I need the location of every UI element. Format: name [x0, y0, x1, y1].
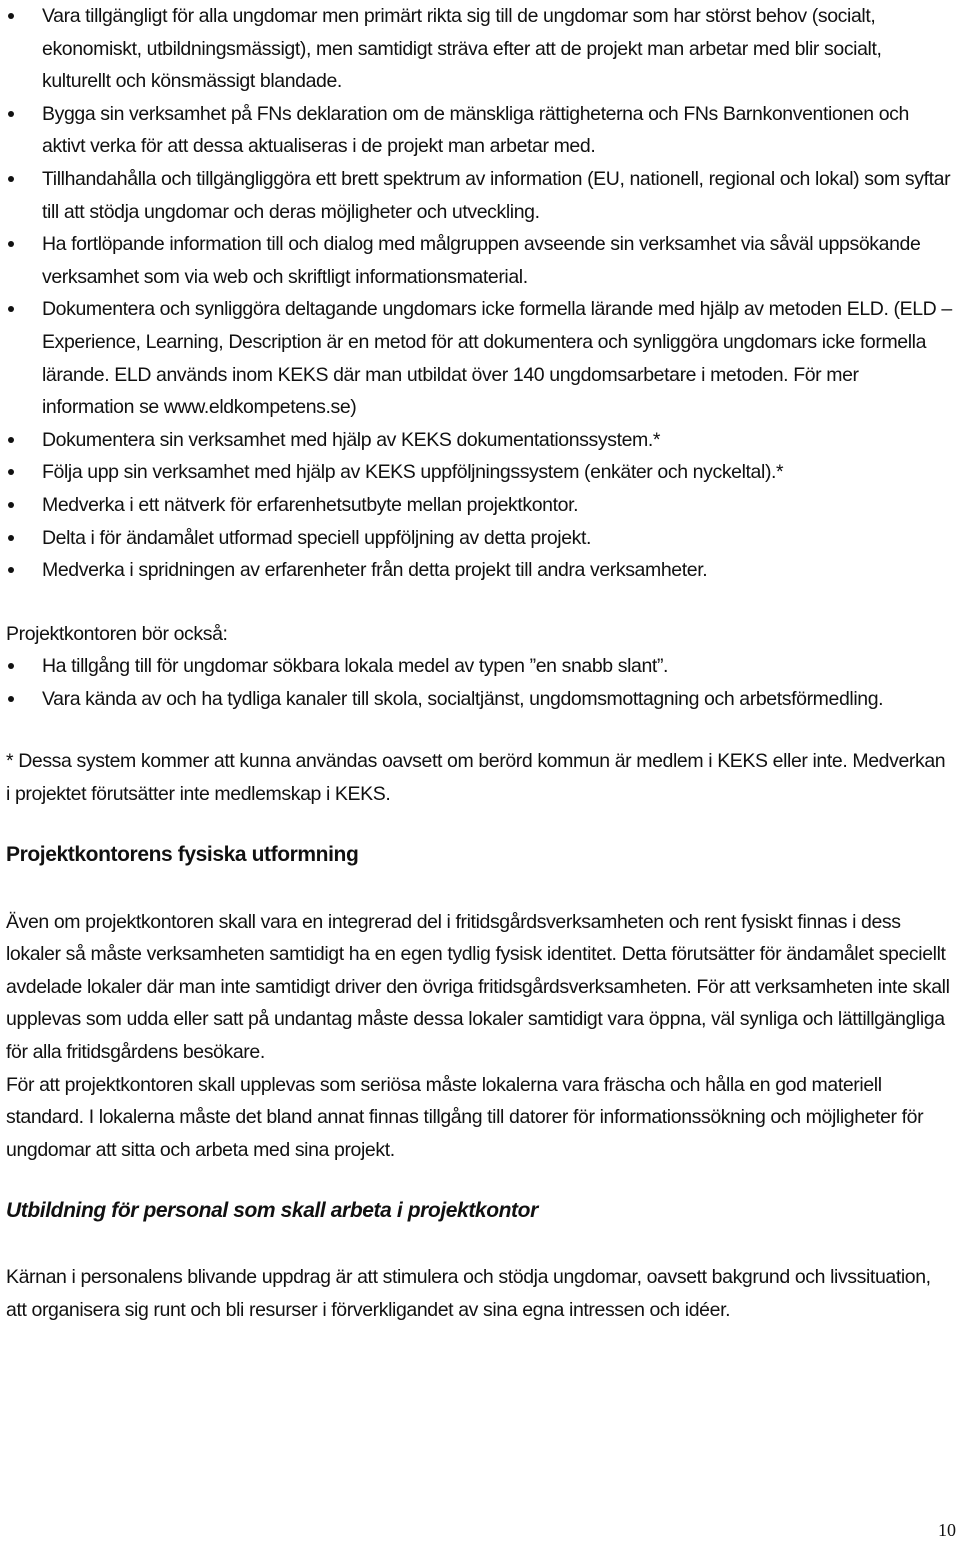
list-item: Vara tillgängligt för alla ungdomar men primärt rikta sig till de ungdomar som har störst behov (socialt, ekonomiskt, utbildningsmässigt), men samtidigt sträva efter att de projekt man arbetar med blir socialt, kulturellt och könsmässigt blandade. — [6, 0, 954, 98]
list-item: Bygga sin verksamhet på FNs deklaration om de mänskliga rättigheterna och FNs Barnkonventionen och aktivt verka för att dessa aktualiseras i de projekt man arbetar med. — [6, 98, 954, 163]
document-page — [6, 0, 954, 1327]
list-item: Medverka i spridningen av erfarenheter från detta projekt till andra verksamheter. — [6, 554, 954, 587]
section-heading-physical: Projektkontorens fysiska utformning — [6, 842, 359, 866]
list-item: Dokumentera sin verksamhet med hjälp av KEKS dokumentationssystem.* — [6, 424, 954, 457]
physical-paragraph-2: För att projektkontoren skall upplevas som seriösa måste lokalerna vara fräscha och hålla en god materiell standard. I lokalerna måste det bland annat finnas tillgång till datorer för informationssökning och möjligheter för ungdomar att sitta och arbeta med sina projekt. — [6, 1073, 924, 1161]
list-item: Delta i för ändamålet utformad speciell uppföljning av detta projekt. — [6, 522, 954, 555]
requirements-list — [6, 0, 954, 587]
page-number: 10 — [938, 1520, 956, 1540]
list-item: Dokumentera och synliggöra deltagande ungdomars icke formella lärande med hjälp av metoden ELD. (ELD – Experience, Learning, Description är en metod för att dokumentera och synliggöra ungdomars icke formella lärande. ELD används inom KEKS där man utbildat över 140 ungdomsarbetare i metoden. För mer information se www.eldkompetens.se) — [6, 293, 954, 423]
list-item: Följa upp sin verksamhet med hjälp av KEKS uppföljningssystem (enkäter och nyckeltal).* — [6, 456, 954, 489]
physical-paragraph-1: Även om projektkontoren skall vara en integrerad del i fritidsgårdsverksamheten och rent fysiskt finnas i dess lokaler så måste verksamheten samtidigt ha en egen tydlig fysisk identitet. Detta förutsätter för ändamålet speciellt avdelade lokaler där man inte samtidigt driver den övriga fritidsgårdsverksamheten. För att verksamheten inte skall upplevas som udda eller satt på undantag måste dessa lokaler samtidigt vara öppna, väl synliga och lättillgängliga för alla fritidsgårdens besökare. — [6, 910, 950, 1064]
section-heading-training: Utbildning för personal som skall arbeta i projektkontor — [6, 1199, 538, 1223]
footnote: * Dessa system kommer att kunna användas oavsett om berörd kommun är medlem i KEKS eller inte. Medverkan i projektet förutsätter inte medlemskap i KEKS. — [6, 750, 946, 806]
list-item: Vara kända av och ha tydliga kanaler till skola, socialtjänst, ungdomsmottagning och arbetsförmedling. — [6, 683, 954, 716]
also-intro-paragraph: Projektkontoren bör också: — [6, 622, 228, 645]
training-paragraph: Kärnan i personalens blivande uppdrag är att stimulera och stödja ungdomar, oavsett bakgrund och livssituation, att organisera sig runt och bli resurser i förverkligandet av sina egna intressen och idéer. — [6, 1266, 931, 1321]
list-item: Ha fortlöpande information till och dialog med målgruppen avseende sin verksamhet via såväl uppsökande verksamhet som via web och skriftligt informationsmaterial. — [6, 228, 954, 293]
list-item: Ha tillgång till för ungdomar sökbara lokala medel av typen ”en snabb slant”. — [6, 650, 954, 683]
also-list — [6, 650, 954, 715]
list-item: Tillhandahålla och tillgängliggöra ett brett spektrum av information (EU, nationell, regional och lokal) som syftar till att stödja ungdomar och deras möjligheter och utveckling. — [6, 163, 954, 228]
list-item: Medverka i ett nätverk för erfarenhetsutbyte mellan projektkontor. — [6, 489, 954, 522]
